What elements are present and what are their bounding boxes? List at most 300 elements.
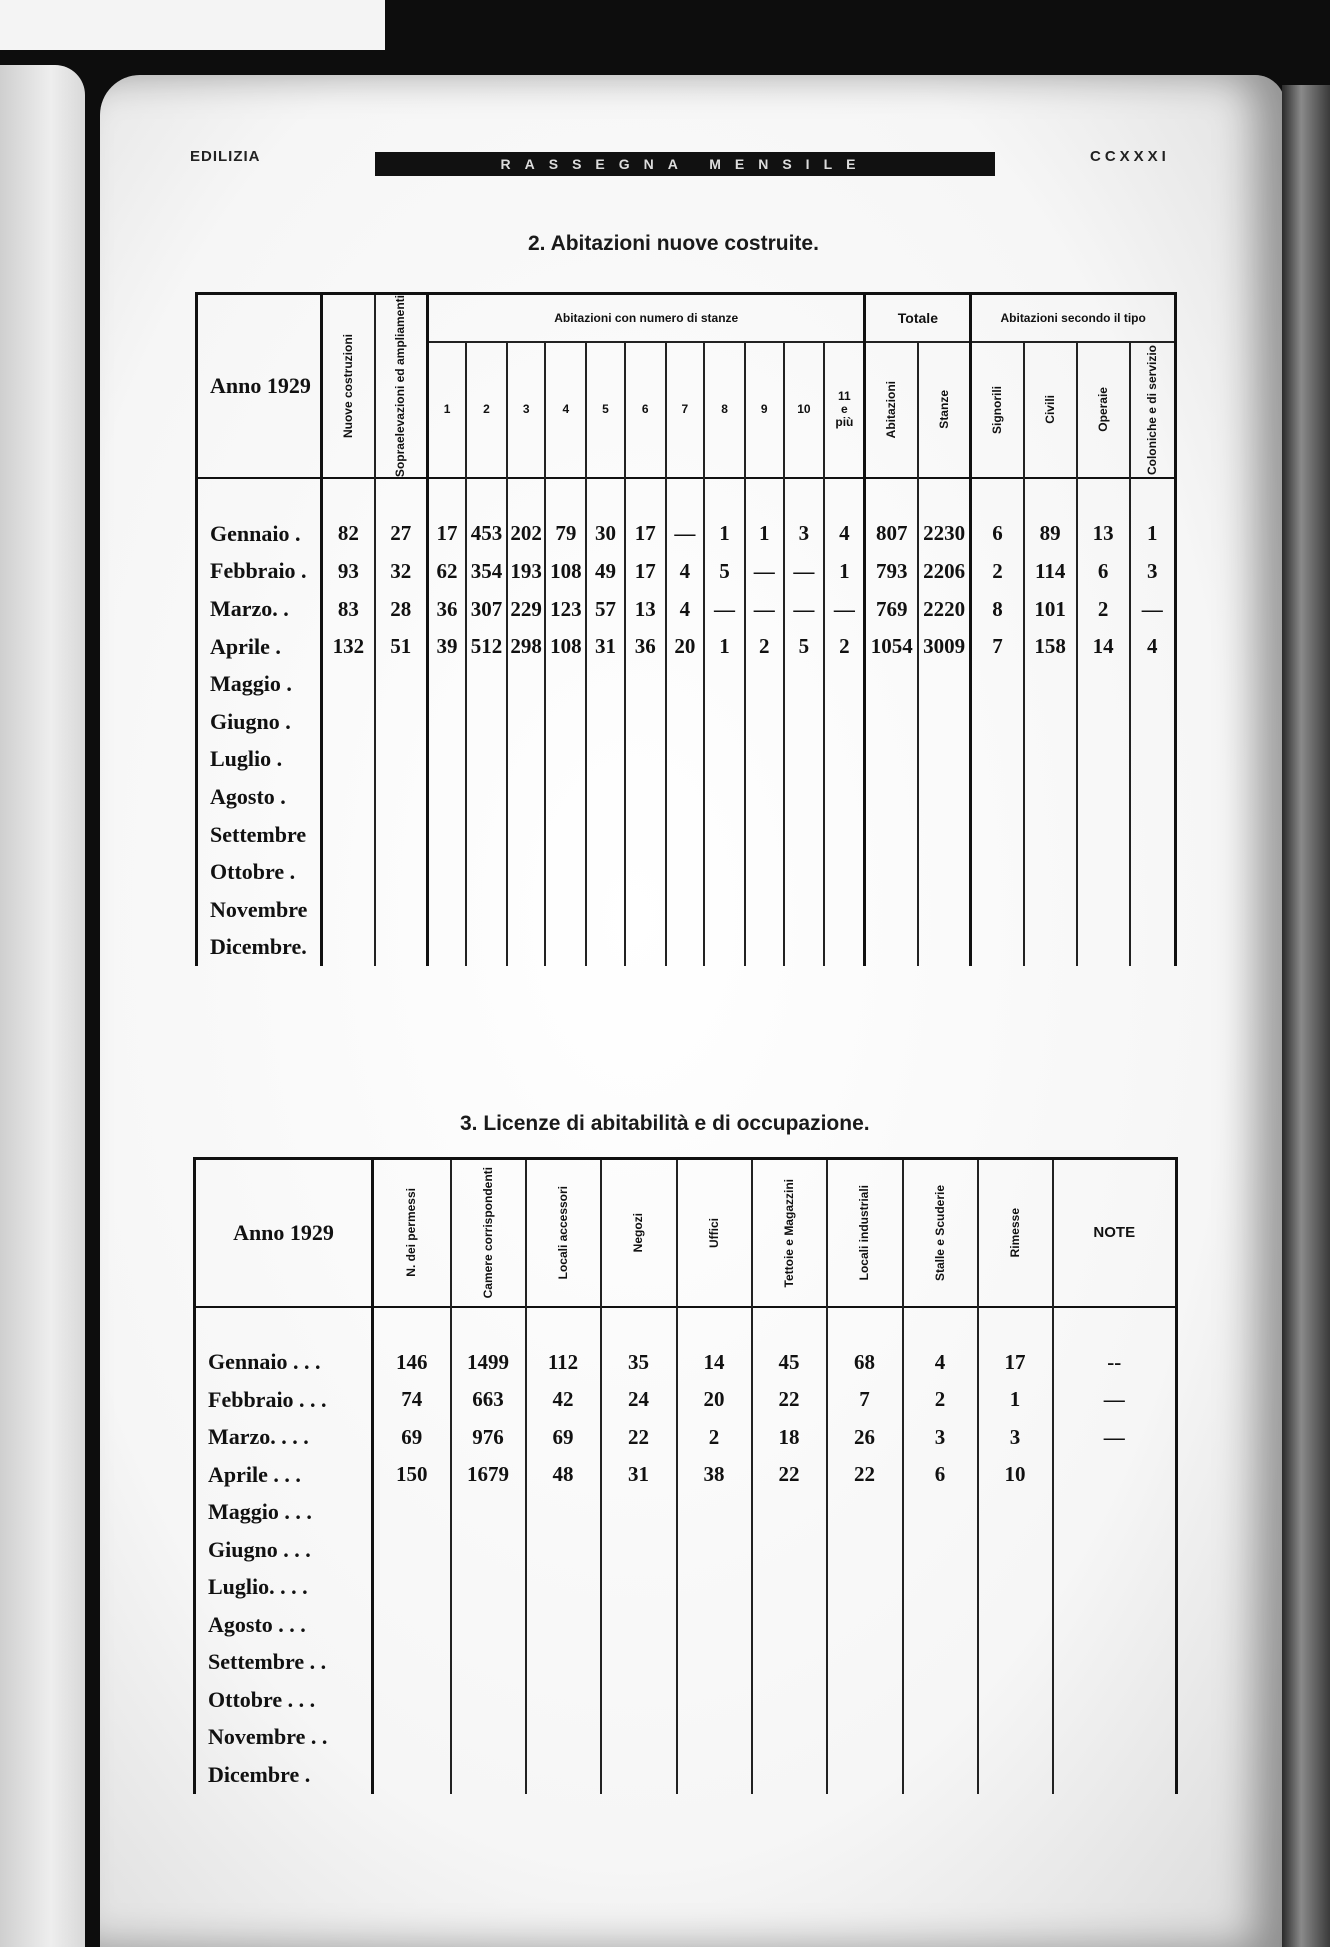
table-cell: — (704, 590, 745, 628)
table-cell (625, 891, 666, 929)
table-cell: 74 (373, 1381, 451, 1419)
table-cell (677, 1644, 752, 1682)
table-row (195, 1494, 1177, 1532)
table-cell (666, 816, 705, 854)
table-cell (903, 1606, 978, 1644)
table-cell (427, 703, 466, 741)
table2-col-uffici: Uffici (677, 1159, 752, 1307)
table-cell: 32 (375, 553, 428, 591)
table-cell (827, 1531, 903, 1569)
table-cell: 1 (704, 515, 745, 553)
table-cell (865, 741, 918, 779)
table-cell: — (784, 553, 825, 591)
table-cell (625, 703, 666, 741)
table-cell (1024, 665, 1077, 703)
table-cell (375, 703, 428, 741)
table-cell: 8 (971, 590, 1024, 628)
month-label: Maggio . . . (195, 1494, 373, 1532)
table-cell (375, 853, 428, 891)
table-cell (1077, 703, 1130, 741)
table-cell (375, 741, 428, 779)
table-row (197, 703, 1176, 741)
table-cell: 14 (677, 1344, 752, 1382)
table-cell: 62 (427, 553, 466, 591)
table-row (197, 628, 1176, 666)
table-cell (375, 891, 428, 929)
table-cell (451, 1644, 526, 1682)
table-cell: 27 (375, 515, 428, 553)
month-label: Maggio . (197, 665, 322, 703)
table-cell (507, 891, 546, 929)
table-cell (752, 1606, 827, 1644)
table-cell (373, 1681, 451, 1719)
month-label: Giugno . (197, 703, 322, 741)
month-label: Dicembre . (195, 1756, 373, 1794)
table-cell (1130, 778, 1176, 816)
month-label: Giugno . . . (195, 1531, 373, 1569)
table-row (197, 929, 1176, 967)
table-cell (545, 816, 586, 854)
table-cell (784, 929, 825, 967)
table-cell: 976 (451, 1419, 526, 1457)
table1-group-stanze: Abitazioni con numero di stanze (427, 294, 865, 342)
table-cell (545, 665, 586, 703)
table-row (195, 1756, 1177, 1794)
table-cell (666, 891, 705, 929)
table-cell (704, 778, 745, 816)
table-cell: 146 (373, 1344, 451, 1382)
table-cell (745, 891, 784, 929)
table-row (197, 553, 1176, 591)
table-cell (507, 703, 546, 741)
table-cell (865, 816, 918, 854)
table-cell (601, 1531, 677, 1569)
table-cell (745, 741, 784, 779)
table1-col-civili: Civili (1024, 342, 1077, 479)
table-cell (827, 1681, 903, 1719)
table-cell (784, 891, 825, 929)
table-cell: 22 (752, 1456, 827, 1494)
table-cell (903, 1644, 978, 1682)
table-cell (903, 1681, 978, 1719)
month-label: Aprile . (197, 628, 322, 666)
table-cell: 229 (507, 590, 546, 628)
table-cell: 807 (865, 515, 918, 553)
table-cell (526, 1719, 601, 1757)
table-cell (918, 929, 971, 967)
table-cell: 3 (784, 515, 825, 553)
table-cell (827, 1494, 903, 1532)
table-cell: 31 (601, 1456, 677, 1494)
table-cell (745, 778, 784, 816)
table-cell: -- (1053, 1344, 1177, 1382)
month-label: Agosto . . . (195, 1606, 373, 1644)
table-cell (1053, 1494, 1177, 1532)
table-cell (466, 778, 507, 816)
month-label: Settembre . . (195, 1644, 373, 1682)
table-cell (451, 1606, 526, 1644)
table-cell (745, 853, 784, 891)
table-cell: 1054 (865, 628, 918, 666)
table-cell (507, 741, 546, 779)
table-row (195, 1456, 1177, 1494)
table-cell (677, 1569, 752, 1607)
table-cell (752, 1756, 827, 1794)
table2-col-camere: Camere corrispondenti (451, 1159, 526, 1307)
month-label: Luglio . (197, 741, 322, 779)
table-cell: 7 (827, 1381, 903, 1419)
table-cell (375, 665, 428, 703)
table-cell: 3009 (918, 628, 971, 666)
table1-group-totale: Totale (865, 294, 971, 342)
table-cell (586, 778, 625, 816)
table-cell (427, 853, 466, 891)
table-cell (752, 1531, 827, 1569)
table-cell (1130, 853, 1176, 891)
table-cell (466, 853, 507, 891)
left-page-edge (0, 65, 85, 1947)
table-cell (903, 1756, 978, 1794)
table-cell: 17 (625, 515, 666, 553)
table-cell (1053, 1756, 1177, 1794)
table1-year-header: Anno 1929 (197, 294, 322, 479)
table-cell (903, 1719, 978, 1757)
table-cell (978, 1681, 1053, 1719)
table-cell (1130, 891, 1176, 929)
table-cell (824, 929, 865, 967)
month-label: Marzo. . (197, 590, 322, 628)
table-cell (1130, 665, 1176, 703)
table2-col-tettoie: Tettoie e Magazzini (752, 1159, 827, 1307)
table-cell: 793 (865, 553, 918, 591)
table-cell (677, 1531, 752, 1569)
table-cell (1077, 816, 1130, 854)
table-cell (784, 741, 825, 779)
table-cell (322, 929, 375, 967)
table-cell (745, 816, 784, 854)
table-cell (677, 1606, 752, 1644)
table1-col-signorili: Signorili (971, 342, 1024, 479)
table-cell (507, 778, 546, 816)
table-cell (971, 853, 1024, 891)
table-cell: 3 (903, 1419, 978, 1457)
table-cell (918, 665, 971, 703)
table-cell (918, 816, 971, 854)
table-cell (824, 853, 865, 891)
table-cell: 354 (466, 553, 507, 591)
month-label: Febbraio . . . (195, 1381, 373, 1419)
table-cell (322, 741, 375, 779)
table-cell (427, 741, 466, 779)
table-cell: 158 (1024, 628, 1077, 666)
table-cell: 20 (666, 628, 705, 666)
table-cell (451, 1681, 526, 1719)
table1-col-stanze: Stanze (918, 342, 971, 479)
table-cell: 1 (824, 553, 865, 591)
table2-year-header: Anno 1929 (195, 1159, 373, 1307)
table-cell: 69 (526, 1419, 601, 1457)
table-cell (1024, 853, 1077, 891)
table2-col-accessori: Locali accessori (526, 1159, 601, 1307)
room-col-4: 4 (545, 342, 586, 479)
table-cell: — (1130, 590, 1176, 628)
table-cell: — (745, 590, 784, 628)
table-cell (978, 1756, 1053, 1794)
table-cell (978, 1644, 1053, 1682)
table-cell (375, 816, 428, 854)
table-cell: 20 (677, 1381, 752, 1419)
table-cell (752, 1644, 827, 1682)
table-cell (827, 1719, 903, 1757)
table-cell: 36 (427, 590, 466, 628)
table-cell: 298 (507, 628, 546, 666)
room-col-2: 2 (466, 342, 507, 479)
table-cell (865, 665, 918, 703)
table-cell (1053, 1456, 1177, 1494)
table-cell (752, 1569, 827, 1607)
table-cell: 22 (752, 1381, 827, 1419)
table-cell: 108 (545, 628, 586, 666)
table-cell: 14 (1077, 628, 1130, 666)
table-cell (824, 816, 865, 854)
table-cell: 17 (625, 553, 666, 591)
table1-title: 2. Abitazioni nuove costruite. (528, 232, 819, 255)
table-cell (752, 1494, 827, 1532)
table-cell (666, 703, 705, 741)
table-cell: 4 (1130, 628, 1176, 666)
table-cell: 5 (704, 553, 745, 591)
table-row (197, 816, 1176, 854)
table-cell: 193 (507, 553, 546, 591)
right-page-edge (1282, 85, 1330, 1947)
table-row (195, 1419, 1177, 1457)
table-row (197, 515, 1176, 553)
table-cell: 39 (427, 628, 466, 666)
table-cell: 123 (545, 590, 586, 628)
table-cell: 101 (1024, 590, 1077, 628)
room-col-11: 11 e più (824, 342, 865, 479)
table-cell: 2220 (918, 590, 971, 628)
table-cell (1024, 929, 1077, 967)
table-cell: 112 (526, 1344, 601, 1382)
table-cell: 132 (322, 628, 375, 666)
table-cell (427, 665, 466, 703)
table-cell: 1 (978, 1381, 1053, 1419)
table-cell (865, 891, 918, 929)
table-cell: 4 (666, 553, 705, 591)
table1-col-operaie: Operaie (1077, 342, 1130, 479)
table-cell (824, 778, 865, 816)
table-cell: — (1053, 1419, 1177, 1457)
table-cell (322, 778, 375, 816)
table-cell (466, 929, 507, 967)
table-cell: 108 (545, 553, 586, 591)
table-cell (1130, 741, 1176, 779)
table-cell (978, 1494, 1053, 1532)
table-cell (466, 703, 507, 741)
table-cell (322, 703, 375, 741)
table-cell (704, 665, 745, 703)
table-cell: 6 (1077, 553, 1130, 591)
table-cell: 202 (507, 515, 546, 553)
table-cell (824, 741, 865, 779)
table-cell (971, 778, 1024, 816)
room-col-8: 8 (704, 342, 745, 479)
table-cell: 1679 (451, 1456, 526, 1494)
table-cell (586, 703, 625, 741)
table-cell (507, 929, 546, 967)
month-label: Agosto . (197, 778, 322, 816)
table-cell (601, 1606, 677, 1644)
table-cell (903, 1569, 978, 1607)
table-cell: 2 (1077, 590, 1130, 628)
table-cell (1024, 741, 1077, 779)
table-cell (704, 816, 745, 854)
table-cell (1024, 703, 1077, 741)
table-cell (971, 816, 1024, 854)
table-cell: 57 (586, 590, 625, 628)
table-cell (451, 1531, 526, 1569)
month-label: Gennaio . (197, 515, 322, 553)
table-cell: 24 (601, 1381, 677, 1419)
table-cell: 5 (784, 628, 825, 666)
table-cell (601, 1756, 677, 1794)
table-cell: 4 (903, 1344, 978, 1382)
table-cell: 3 (978, 1419, 1053, 1457)
table-cell: 17 (427, 515, 466, 553)
table-cell: 69 (373, 1419, 451, 1457)
room-col-5: 5 (586, 342, 625, 479)
room-col-10: 10 (784, 342, 825, 479)
table-row (195, 1344, 1177, 1382)
table-cell: 1 (745, 515, 784, 553)
table-cell: 48 (526, 1456, 601, 1494)
table-cell (1024, 891, 1077, 929)
table-cell (373, 1719, 451, 1757)
table-cell: 18 (752, 1419, 827, 1457)
table-row (197, 590, 1176, 628)
table-cell: 114 (1024, 553, 1077, 591)
table-cell (375, 929, 428, 967)
table-cell (745, 665, 784, 703)
table-cell (827, 1756, 903, 1794)
table-cell (545, 778, 586, 816)
table-cell (322, 891, 375, 929)
room-col-6: 6 (625, 342, 666, 479)
table-cell (1130, 703, 1176, 741)
table-cell (978, 1606, 1053, 1644)
table-row (197, 853, 1176, 891)
table-cell (1130, 929, 1176, 967)
table-cell: 769 (865, 590, 918, 628)
month-label: Marzo. . . . (195, 1419, 373, 1457)
table-cell (918, 778, 971, 816)
table-cell: 49 (586, 553, 625, 591)
table-row (195, 1719, 1177, 1757)
table1-col-sopra: Sopraelevazioni ed ampliamenti (375, 294, 428, 479)
table-cell (918, 741, 971, 779)
table-cell (1053, 1644, 1177, 1682)
page-number: CCXXXI (1090, 148, 1170, 165)
table-row (195, 1644, 1177, 1682)
table2-col-rimesse: Rimesse (978, 1159, 1053, 1307)
table-cell (545, 929, 586, 967)
table1-col-nuove: Nuove costruzioni (322, 294, 375, 479)
month-label: Gennaio . . . (195, 1344, 373, 1382)
table-cell (526, 1681, 601, 1719)
table-cell (526, 1494, 601, 1532)
table-cell (666, 665, 705, 703)
table-cell: 6 (971, 515, 1024, 553)
table-cell (373, 1531, 451, 1569)
table-cell (827, 1606, 903, 1644)
table-cell: 4 (666, 590, 705, 628)
table-row (195, 1531, 1177, 1569)
table-cell (1077, 665, 1130, 703)
table-cell (466, 741, 507, 779)
table-row (195, 1569, 1177, 1607)
table-cell (625, 816, 666, 854)
table-cell (625, 665, 666, 703)
table-cell (545, 891, 586, 929)
table-cell (373, 1606, 451, 1644)
table-row (197, 891, 1176, 929)
table-cell (784, 703, 825, 741)
table-cell (978, 1569, 1053, 1607)
room-col-7: 7 (666, 342, 705, 479)
table-cell (466, 665, 507, 703)
table-cell (375, 778, 428, 816)
table-cell (451, 1569, 526, 1607)
table-cell (1024, 778, 1077, 816)
table-cell: 663 (451, 1381, 526, 1419)
table-cell (507, 853, 546, 891)
table-cell (451, 1756, 526, 1794)
table-cell: 83 (322, 590, 375, 628)
table-cell (704, 741, 745, 779)
table-cell: 13 (1077, 515, 1130, 553)
table-cell (971, 891, 1024, 929)
table-cell (545, 853, 586, 891)
table-cell (625, 853, 666, 891)
table-cell (903, 1531, 978, 1569)
table-cell (526, 1756, 601, 1794)
table-cell: 13 (625, 590, 666, 628)
table-cell (1053, 1606, 1177, 1644)
table-cell: — (666, 515, 705, 553)
month-label: Novembre (197, 891, 322, 929)
table1-col-abitazioni: Abitazioni (865, 342, 918, 479)
scan-label-strip (0, 0, 385, 50)
table-cell (507, 665, 546, 703)
table-cell: 2 (677, 1419, 752, 1457)
table-cell (704, 929, 745, 967)
table-cell (865, 703, 918, 741)
table1-group-tipo: Abitazioni secondo il tipo (971, 294, 1176, 342)
table-cell (427, 778, 466, 816)
table-cell: 51 (375, 628, 428, 666)
table-cell (704, 703, 745, 741)
table-cell: 35 (601, 1344, 677, 1382)
table-cell (824, 703, 865, 741)
table-cell (466, 891, 507, 929)
table-cell (601, 1569, 677, 1607)
table-row (195, 1681, 1177, 1719)
table-cell (1053, 1719, 1177, 1757)
table-cell (978, 1719, 1053, 1757)
table-cell: 26 (827, 1419, 903, 1457)
month-label: Luglio. . . . (195, 1569, 373, 1607)
